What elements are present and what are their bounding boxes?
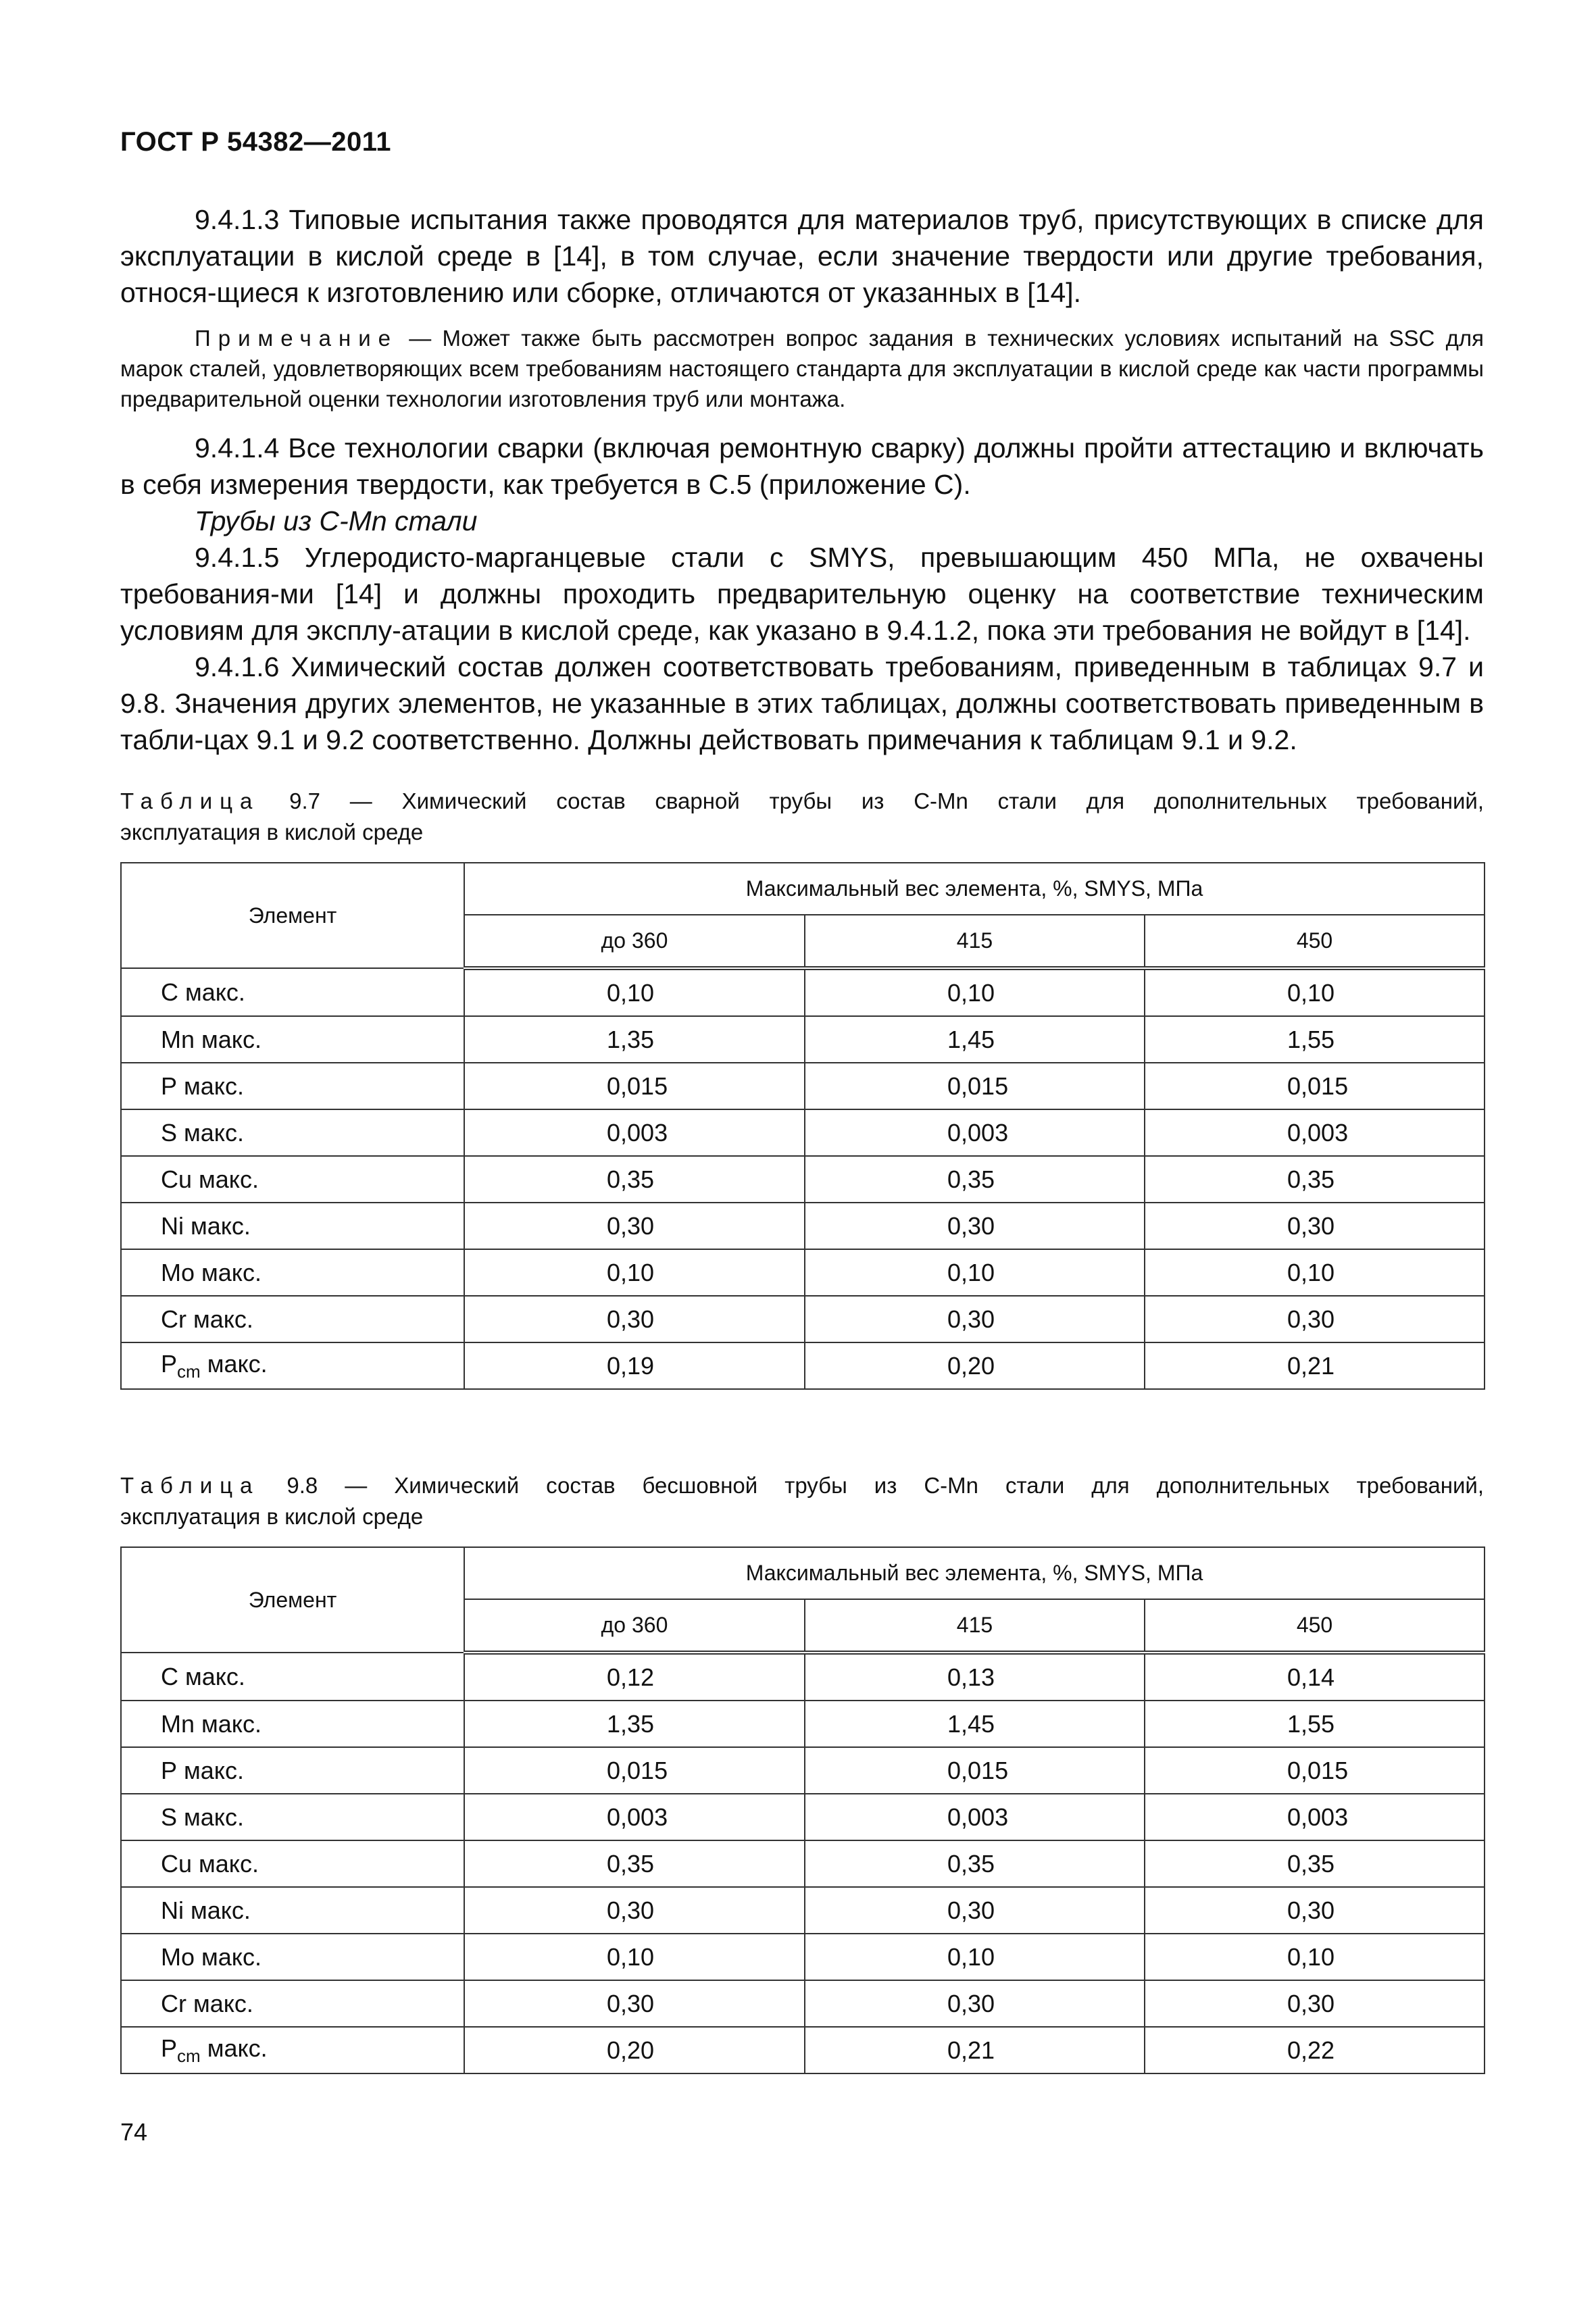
value-cell: 0,10: [464, 1934, 805, 1980]
element-cell: С макс.: [121, 968, 464, 1016]
value-cell: 0,015: [464, 1747, 805, 1794]
paragraph-9-4-1-5: 9.4.1.5 Углеродисто-марганцевые стали с SMYS, превышающим 450 МПа, не охвачены требования-ми [14] и должны проходить предварительную оценку на соответствие техническим условиям для эксплу-атации в кислой среде, как указано в 9.4.1.2, пока эти требования не войдут в [14].: [120, 542, 1484, 646]
element-cell: [121, 2027, 464, 2073]
value-cell: 0,30: [464, 1980, 805, 2027]
value-cell: 0,003: [805, 1109, 1145, 1156]
element-cell: Ni макс.: [121, 1887, 464, 1934]
element-symbol: P: [161, 2034, 178, 2062]
value-cell: 0,12: [464, 1653, 805, 1701]
header-max-weight: Максимальный вес элемента, %, SMYS, МПа: [464, 1547, 1485, 1599]
value-cell: 0,30: [805, 1203, 1145, 1249]
table-row: [121, 1063, 1485, 1109]
value-cell: 0,015: [1145, 1747, 1485, 1794]
element-subscript: cm: [177, 1361, 201, 1382]
value-cell: 0,30: [464, 1296, 805, 1342]
table-row: [121, 1203, 1485, 1249]
table-row: [121, 1840, 1485, 1887]
value-cell: 0,10: [464, 968, 805, 1016]
subheading-cmn-pipes: Трубы из C-Mn стали: [195, 505, 478, 536]
value-cell: 1,35: [464, 1016, 805, 1063]
value-cell: 0,35: [1145, 1840, 1485, 1887]
table-row: [121, 1249, 1485, 1296]
element-cell: [121, 1342, 464, 1389]
note-label: Примечание: [195, 326, 399, 351]
paragraph-9-4-1-4: 9.4.1.4 Все технологии сварки (включая ремонтную сварку) должны пройти аттестацию и включать в себя измерения твердости, как требуется в С.5 (приложение С).: [120, 432, 1484, 500]
value-cell: 0,35: [464, 1156, 805, 1203]
value-cell: 0,003: [1145, 1794, 1485, 1840]
element-cell: Cr макс.: [121, 1980, 464, 2027]
table-9-7: [120, 862, 1485, 1390]
table-row: [121, 1342, 1485, 1389]
page-number: 74: [120, 2118, 148, 2146]
value-cell: 0,21: [805, 2027, 1145, 2073]
value-cell: 0,22: [1145, 2027, 1485, 2073]
header-element: Элемент: [121, 863, 464, 968]
value-cell: 1,55: [1145, 1701, 1485, 1747]
table-label: Таблица: [120, 1473, 260, 1498]
value-cell: 0,10: [805, 1934, 1145, 1980]
header-max-weight: Максимальный вес элемента, %, SMYS, МПа: [464, 863, 1485, 915]
table-row: [121, 2027, 1485, 2073]
element-cell: Cu макс.: [121, 1156, 464, 1203]
value-cell: 1,45: [805, 1016, 1145, 1063]
value-cell: 0,003: [805, 1794, 1145, 1840]
value-cell: 0,003: [1145, 1109, 1485, 1156]
table-9-8: [120, 1546, 1485, 2074]
value-cell: 0,35: [1145, 1156, 1485, 1203]
table-row: [121, 1016, 1485, 1063]
table-row: [121, 968, 1485, 1016]
value-cell: 0,19: [464, 1342, 805, 1389]
value-cell: 1,55: [1145, 1016, 1485, 1063]
value-cell: 0,13: [805, 1653, 1145, 1701]
element-cell: Ni макс.: [121, 1203, 464, 1249]
element-cell: Mo макс.: [121, 1934, 464, 1980]
header-col-3: 450: [1145, 1599, 1485, 1653]
table-row: [121, 1109, 1485, 1156]
header-col-2: 415: [805, 1599, 1145, 1653]
table-9-8-caption: [120, 1470, 1484, 1532]
table-row: [121, 1701, 1485, 1747]
value-cell: 0,30: [805, 1980, 1145, 2027]
value-cell: 0,10: [805, 968, 1145, 1016]
value-cell: 0,14: [1145, 1653, 1485, 1701]
caption-text: 9.8 — Химический состав бесшовной трубы из C-Mn стали для дополнительных требований,: [259, 1473, 1484, 1498]
paragraph-9-4-1-6: 9.4.1.6 Химический состав должен соответствовать требованиям, приведенным в таблицах 9.7 и 9.8. Значения других элементов, не указанные в этих таблицах, должны соответствовать приведенным в табли-цах 9.1 и 9.2 соответственно. Должны действовать примечания к таблицам 9.1 и 9.2.: [120, 651, 1484, 755]
caption-text-line2: эксплуатация в кислой среде: [120, 1504, 424, 1529]
table-row: [121, 1934, 1485, 1980]
header-col-1: до 360: [464, 1599, 805, 1653]
value-cell: 1,45: [805, 1701, 1145, 1747]
value-cell: 0,20: [464, 2027, 805, 2073]
value-cell: 0,10: [1145, 1249, 1485, 1296]
table-9-7-caption: [120, 786, 1484, 848]
section-9-4-1-4-to-6: [120, 430, 1484, 758]
element-cell: Mo макс.: [121, 1249, 464, 1296]
element-subscript: cm: [177, 2045, 201, 2066]
element-cell: Cu макс.: [121, 1840, 464, 1887]
value-cell: 0,30: [1145, 1887, 1485, 1934]
value-cell: 0,30: [1145, 1203, 1485, 1249]
table-row: [121, 1156, 1485, 1203]
value-cell: 0,10: [464, 1249, 805, 1296]
value-cell: 0,015: [805, 1063, 1145, 1109]
element-suffix: макс.: [200, 1349, 268, 1378]
header-col-3: 450: [1145, 915, 1485, 968]
value-cell: 0,35: [805, 1156, 1145, 1203]
header-col-2: 415: [805, 915, 1145, 968]
caption-text: 9.7 — Химический состав сварной трубы из C-Mn стали для дополнительных требований,: [259, 788, 1484, 813]
value-cell: 0,015: [805, 1747, 1145, 1794]
note: [120, 323, 1484, 414]
value-cell: 0,21: [1145, 1342, 1485, 1389]
header-col-1: до 360: [464, 915, 805, 968]
value-cell: 0,30: [805, 1887, 1145, 1934]
element-cell: S макс.: [121, 1794, 464, 1840]
table-row: [121, 1747, 1485, 1794]
section-9-4-1-3: [120, 201, 1484, 311]
table-label: Таблица: [120, 788, 260, 813]
table-row: [121, 1980, 1485, 2027]
element-cell: С макс.: [121, 1653, 464, 1701]
table-row: [121, 1653, 1485, 1701]
value-cell: 0,30: [1145, 1296, 1485, 1342]
value-cell: 0,015: [1145, 1063, 1485, 1109]
paragraph-9-4-1-3: 9.4.1.3 Типовые испытания также проводятся для материалов труб, присутствующих в списке для эксплуатации в кислой среде в [14], в том случае, если значение твердости или другие требования, относя-щиеся к изготовлению или сборке, отличаются от указанных в [14].: [120, 204, 1484, 308]
table-row: [121, 1296, 1485, 1342]
element-cell: Cr макс.: [121, 1296, 464, 1342]
value-cell: 0,35: [805, 1840, 1145, 1887]
element-suffix: макс.: [200, 2034, 268, 2062]
value-cell: 0,35: [464, 1840, 805, 1887]
value-cell: 0,003: [464, 1794, 805, 1840]
element-cell: Р макс.: [121, 1747, 464, 1794]
element-cell: Mn макс.: [121, 1701, 464, 1747]
caption-text-line2: эксплуатация в кислой среде: [120, 820, 424, 845]
value-cell: 0,30: [805, 1296, 1145, 1342]
value-cell: 0,10: [1145, 968, 1485, 1016]
value-cell: 0,30: [464, 1887, 805, 1934]
value-cell: 1,35: [464, 1701, 805, 1747]
value-cell: 0,015: [464, 1063, 805, 1109]
element-cell: Mn макс.: [121, 1016, 464, 1063]
table-row: [121, 1794, 1485, 1840]
element-cell: Р макс.: [121, 1063, 464, 1109]
document-code: ГОСТ Р 54382—2011: [120, 127, 391, 157]
value-cell: 0,30: [1145, 1980, 1485, 2027]
value-cell: 0,20: [805, 1342, 1145, 1389]
table-row: [121, 1887, 1485, 1934]
element-cell: S макс.: [121, 1109, 464, 1156]
value-cell: 0,003: [464, 1109, 805, 1156]
header-element: Элемент: [121, 1547, 464, 1653]
value-cell: 0,10: [1145, 1934, 1485, 1980]
element-symbol: P: [161, 1349, 178, 1378]
note-text: — Может также быть рассмотрен вопрос задания в технических условиях испытаний на SSC для марок сталей, удовлетворяющих всем требованиям настоящего стандарта для эксплуатации в кислой среде как части программы предварительной оценки технологии изготовления труб или монтажа.: [120, 326, 1484, 411]
value-cell: 0,10: [805, 1249, 1145, 1296]
value-cell: 0,30: [464, 1203, 805, 1249]
